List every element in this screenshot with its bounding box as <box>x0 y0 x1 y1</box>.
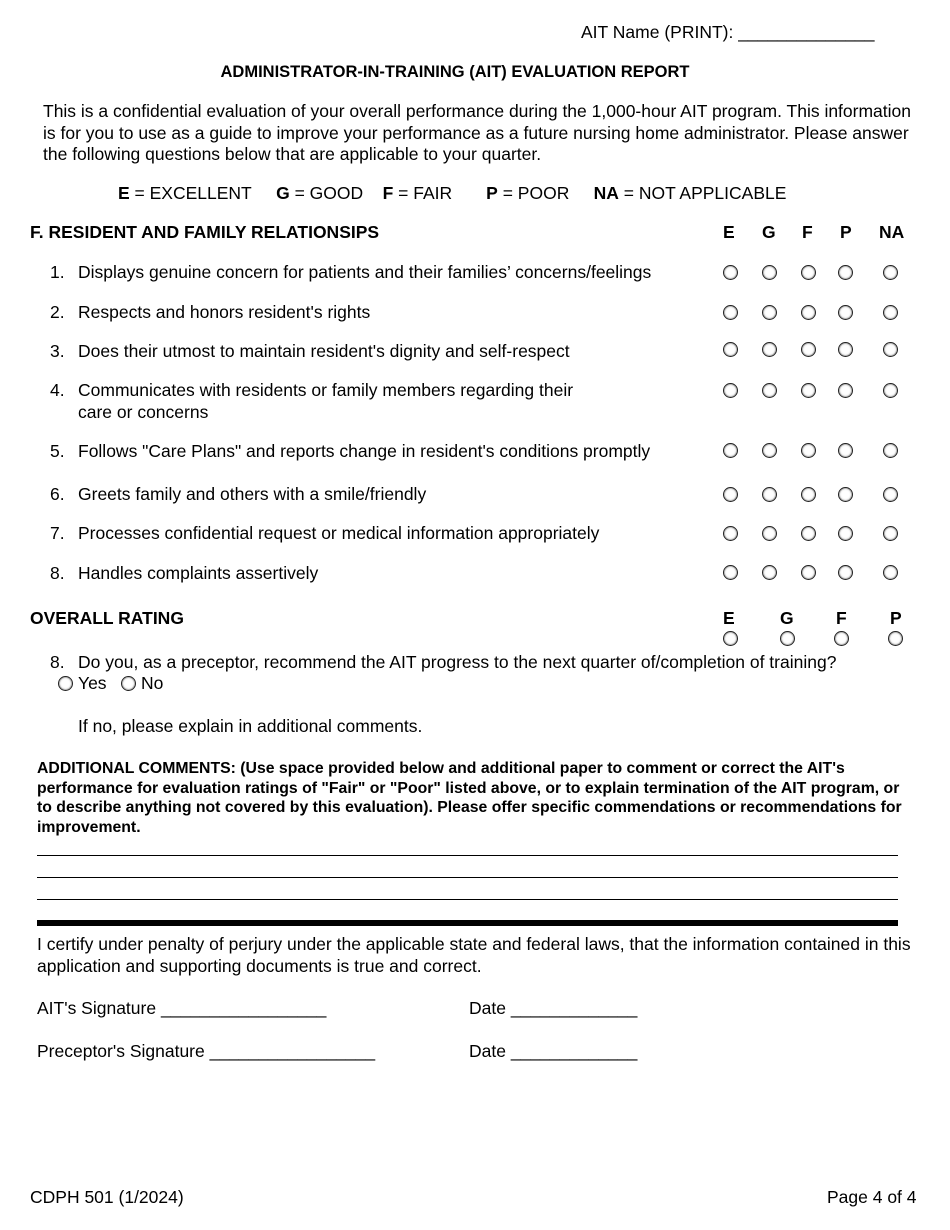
certification-statement: I certify under penalty of perjury under the applicable state and federal laws, that the information contained in this application and supporting documents is true and correct. <box>37 934 911 976</box>
item-text: Follows "Care Plans" and reports change in resident's conditions promptly <box>78 441 651 461</box>
rating-radio-f[interactable] <box>801 305 816 320</box>
overall-radio-f[interactable] <box>834 631 849 646</box>
rating-radio-na[interactable] <box>883 342 898 357</box>
rating-radio-g[interactable] <box>762 565 777 580</box>
rating-radio-g[interactable] <box>762 342 777 357</box>
page-title: ADMINISTRATOR-IN-TRAINING (AIT) EVALUATION REPORT <box>220 63 690 81</box>
item-text: Communicates with residents or family members regarding their <box>78 380 574 400</box>
rating-radio-p[interactable] <box>838 443 853 458</box>
overall-col-g: G <box>780 608 794 628</box>
overall-rating-title: OVERALL RATING <box>30 608 184 628</box>
item-text: Does their utmost to maintain resident's dignity and self-respect <box>78 341 570 361</box>
rating-radio-p[interactable] <box>838 383 853 398</box>
ait-name-field[interactable]: AIT Name (PRINT): ______________ <box>581 22 875 42</box>
rating-radio-p[interactable] <box>838 265 853 280</box>
rating-radio-p[interactable] <box>838 305 853 320</box>
rating-radio-g[interactable] <box>762 487 777 502</box>
item-number: 5. <box>50 441 65 461</box>
rating-radio-g[interactable] <box>762 383 777 398</box>
item-number: 4. <box>50 380 65 400</box>
rating-radio-e[interactable] <box>723 342 738 357</box>
legend-e: E = EXCELLENT <box>118 183 252 203</box>
col-header-na: NA <box>879 222 905 242</box>
ait-date-field[interactable]: Date _____________ <box>469 998 638 1018</box>
explain-note: If no, please explain in additional comments. <box>78 716 423 736</box>
comment-line-3[interactable] <box>37 899 898 900</box>
rating-radio-na[interactable] <box>883 526 898 541</box>
rating-radio-f[interactable] <box>801 342 816 357</box>
overall-radio-p[interactable] <box>888 631 903 646</box>
rating-radio-g[interactable] <box>762 265 777 280</box>
rating-radio-na[interactable] <box>883 383 898 398</box>
overall-radio-e[interactable] <box>723 631 738 646</box>
additional-comments-instructions: ADDITIONAL COMMENTS: (Use space provided below and additional paper to comment or correct the AIT's performance for evaluation ratings of "Fair" or "Poor" listed above, or to explain termination of the AIT program, or to describe anything not covered by this evaluation). Please offer specific commendations or recommendations for improvement. <box>37 760 902 836</box>
rating-radio-p[interactable] <box>838 342 853 357</box>
rating-radio-na[interactable] <box>883 305 898 320</box>
item-number: 7. <box>50 523 65 543</box>
rating-radio-f[interactable] <box>801 487 816 502</box>
rating-radio-p[interactable] <box>838 565 853 580</box>
item-number: 8. <box>50 563 65 583</box>
rating-radio-g[interactable] <box>762 305 777 320</box>
recommend-yes-radio[interactable] <box>58 676 73 691</box>
rating-radio-f[interactable] <box>801 265 816 280</box>
item-number: 6. <box>50 484 65 504</box>
legend-g: G = GOOD <box>276 183 364 203</box>
rating-radio-na[interactable] <box>883 565 898 580</box>
rating-radio-e[interactable] <box>723 383 738 398</box>
item-text: Handles complaints assertively <box>78 563 319 583</box>
form-id: CDPH 501 (1/2024) <box>30 1187 184 1207</box>
rating-radio-p[interactable] <box>838 487 853 502</box>
recommend-no-radio[interactable] <box>121 676 136 691</box>
ait-signature-field[interactable]: AIT's Signature _________________ <box>37 998 327 1018</box>
section-divider <box>37 920 898 926</box>
item-text: Respects and honors resident's rights <box>78 302 371 322</box>
col-header-p: P <box>840 222 852 242</box>
col-header-e: E <box>723 222 735 242</box>
preceptor-signature-field[interactable]: Preceptor's Signature _________________ <box>37 1041 376 1061</box>
page-number: Page 4 of 4 <box>827 1187 917 1207</box>
rating-radio-na[interactable] <box>883 443 898 458</box>
recommend-yes-label: Yes <box>78 673 107 693</box>
rating-radio-e[interactable] <box>723 443 738 458</box>
legend-p: P = POOR <box>486 183 570 203</box>
comment-line-1[interactable] <box>37 855 898 856</box>
col-header-f: F <box>802 222 813 242</box>
item-text-continued: care or concerns <box>78 402 209 422</box>
rating-radio-na[interactable] <box>883 265 898 280</box>
preceptor-date-field[interactable]: Date _____________ <box>469 1041 638 1061</box>
comment-line-2[interactable] <box>37 877 898 878</box>
intro-paragraph: This is a confidential evaluation of your overall performance during the 1,000-hour AIT program. This information is for you to use as a guide to improve your performance as a future nursing home administrator. Please answer the following questions below that are applicable to your quarter. <box>43 101 912 164</box>
recommend-no-label: No <box>141 673 164 693</box>
recommend-question: Do you, as a preceptor, recommend the AIT progress to the next quarter of/completion of training? <box>78 652 837 672</box>
overall-col-e: E <box>723 608 735 628</box>
rating-radio-e[interactable] <box>723 265 738 280</box>
item-text: Displays genuine concern for patients and their families’ concerns/feelings <box>78 262 652 282</box>
rating-radio-p[interactable] <box>838 526 853 541</box>
rating-radio-g[interactable] <box>762 443 777 458</box>
rating-radio-f[interactable] <box>801 383 816 398</box>
item-text: Processes confidential request or medical information appropriately <box>78 523 600 543</box>
overall-radio-g[interactable] <box>780 631 795 646</box>
rating-radio-e[interactable] <box>723 565 738 580</box>
section-title: F. RESIDENT AND FAMILY RELATIONSIPS <box>30 222 380 242</box>
col-header-g: G <box>762 222 776 242</box>
rating-legend <box>118 183 786 204</box>
rating-radio-e[interactable] <box>723 487 738 502</box>
rating-radio-e[interactable] <box>723 305 738 320</box>
overall-col-f: F <box>836 608 847 628</box>
rating-radio-e[interactable] <box>723 526 738 541</box>
item-text: Greets family and others with a smile/friendly <box>78 484 427 504</box>
item-number: 1. <box>50 262 65 282</box>
legend-na: NA = NOT APPLICABLE <box>593 183 787 203</box>
item-number: 3. <box>50 341 65 361</box>
recommend-number: 8. <box>50 652 65 672</box>
rating-radio-f[interactable] <box>801 526 816 541</box>
rating-radio-na[interactable] <box>883 487 898 502</box>
legend-f: F = FAIR <box>382 183 453 203</box>
rating-radio-f[interactable] <box>801 443 816 458</box>
rating-radio-f[interactable] <box>801 565 816 580</box>
overall-col-p: P <box>890 608 902 628</box>
item-number: 2. <box>50 302 65 322</box>
rating-radio-g[interactable] <box>762 526 777 541</box>
